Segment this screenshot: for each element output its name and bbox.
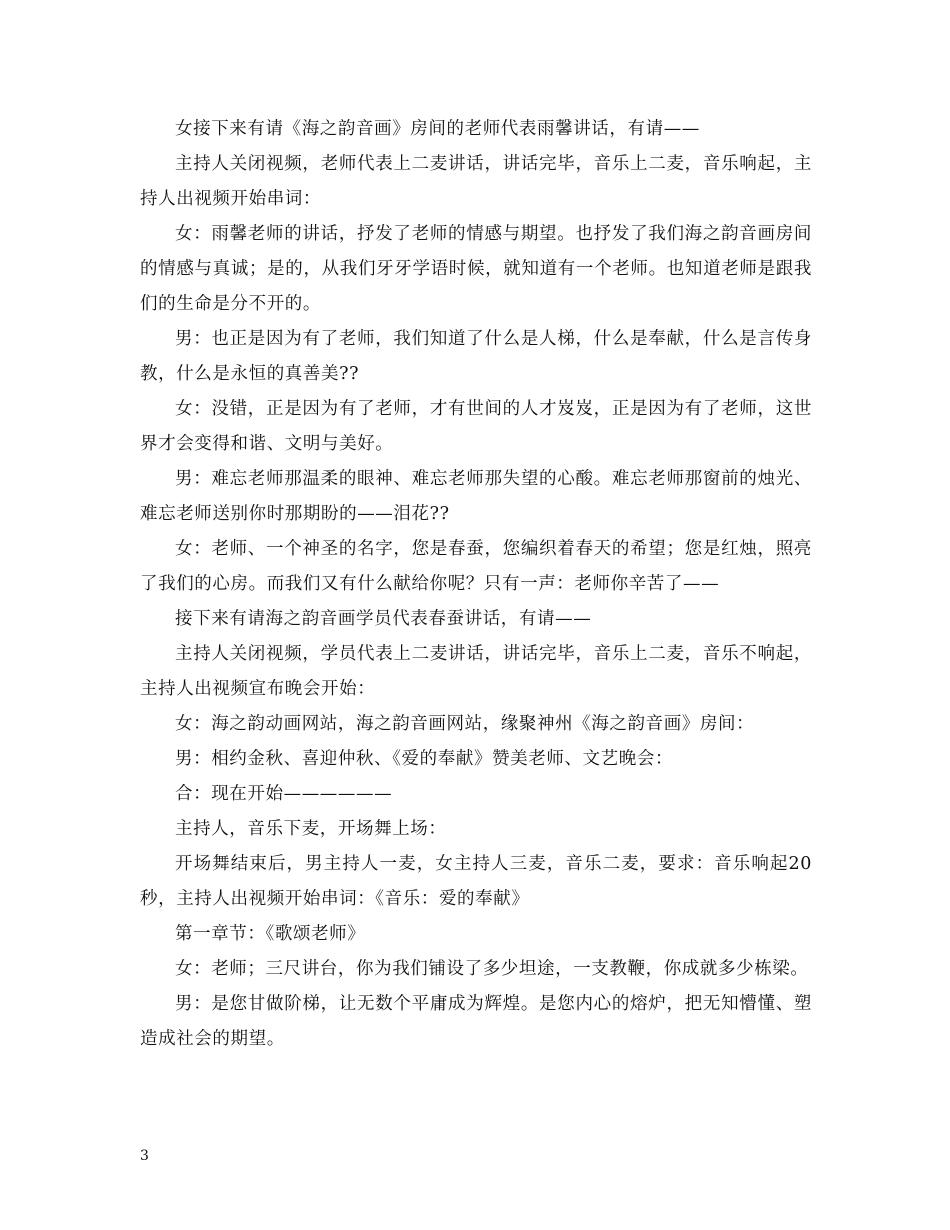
paragraph: 女：没错，正是因为有了老师，才有世间的人才岌岌，正是因为有了老师，这世界才会变得和谐、文明与美好。: [140, 399, 812, 454]
section-heading: 第一章节：《歌颂老师》: [175, 924, 366, 944]
paragraph: 接下来有请海之韵音画学员代表春蚕讲话，有请——: [175, 609, 592, 629]
document-body: [140, 112, 812, 1057]
paragraph: 男：也正是因为有了老师，我们知道了什么是人梯，什么是奉献，什么是言传身教，什么是永恒的真善美??: [140, 329, 812, 384]
page-number: 3: [140, 1148, 149, 1164]
paragraph: 男：难忘老师那温柔的眼神、难忘老师那失望的心酸。难忘老师那窗前的烛光、难忘老师送别你时那期盼的——泪花??: [140, 469, 812, 524]
paragraph: 女：海之韵动画网站，海之韵音画网站，缘聚神州《海之韵音画》房间：: [175, 714, 755, 734]
paragraph: 男：是您甘做阶梯，让无数个平庸成为辉煌。是您内心的熔炉，把无知懵懂、塑造成社会的期望。: [140, 994, 812, 1049]
paragraph: 女：老师、一个神圣的名字，您是春蚕，您编织着春天的希望；您是红烛，照亮了我们的心房。而我们又有什么献给你呢？只有一声：老师你辛苦了——: [140, 539, 812, 594]
paragraph: 主持人关闭视频，学员代表上二麦讲话，讲话完毕，音乐上二麦，音乐不响起，主持人出视频宣布晚会开始：: [140, 644, 812, 699]
paragraph: 主持人关闭视频，老师代表上二麦讲话，讲话完毕，音乐上二麦，音乐响起，主持人出视频开始串词：: [140, 154, 812, 209]
paragraph: 男：相约金秋、喜迎仲秋、《爱的奉献》赞美老师、文艺晚会：: [175, 749, 674, 769]
paragraph: 主持人，音乐下麦，开场舞上场：: [175, 819, 447, 839]
paragraph: 女：雨馨老师的讲话，抒发了老师的情感与期望。也抒发了我们海之韵音画房间的情感与真诚；是的，从我们牙牙学语时候，就知道有一个老师。也知道老师是跟我们的生命是分不开的。: [140, 224, 812, 314]
paragraph: 开场舞结束后，男主持人一麦，女主持人三麦，音乐二麦，要求：音乐响起20秒，主持人出视频开始串词：《音乐：爱的奉献》: [140, 854, 812, 909]
paragraph: 合：现在开始——————: [175, 784, 393, 804]
paragraph: 女接下来有请《海之韵音画》房间的老师代表雨馨讲话，有请——: [175, 119, 700, 139]
paragraph: 女：老师；三尺讲台，你为我们铺设了多少坦途，一支教鞭，你成就多少栋梁。: [175, 959, 809, 979]
